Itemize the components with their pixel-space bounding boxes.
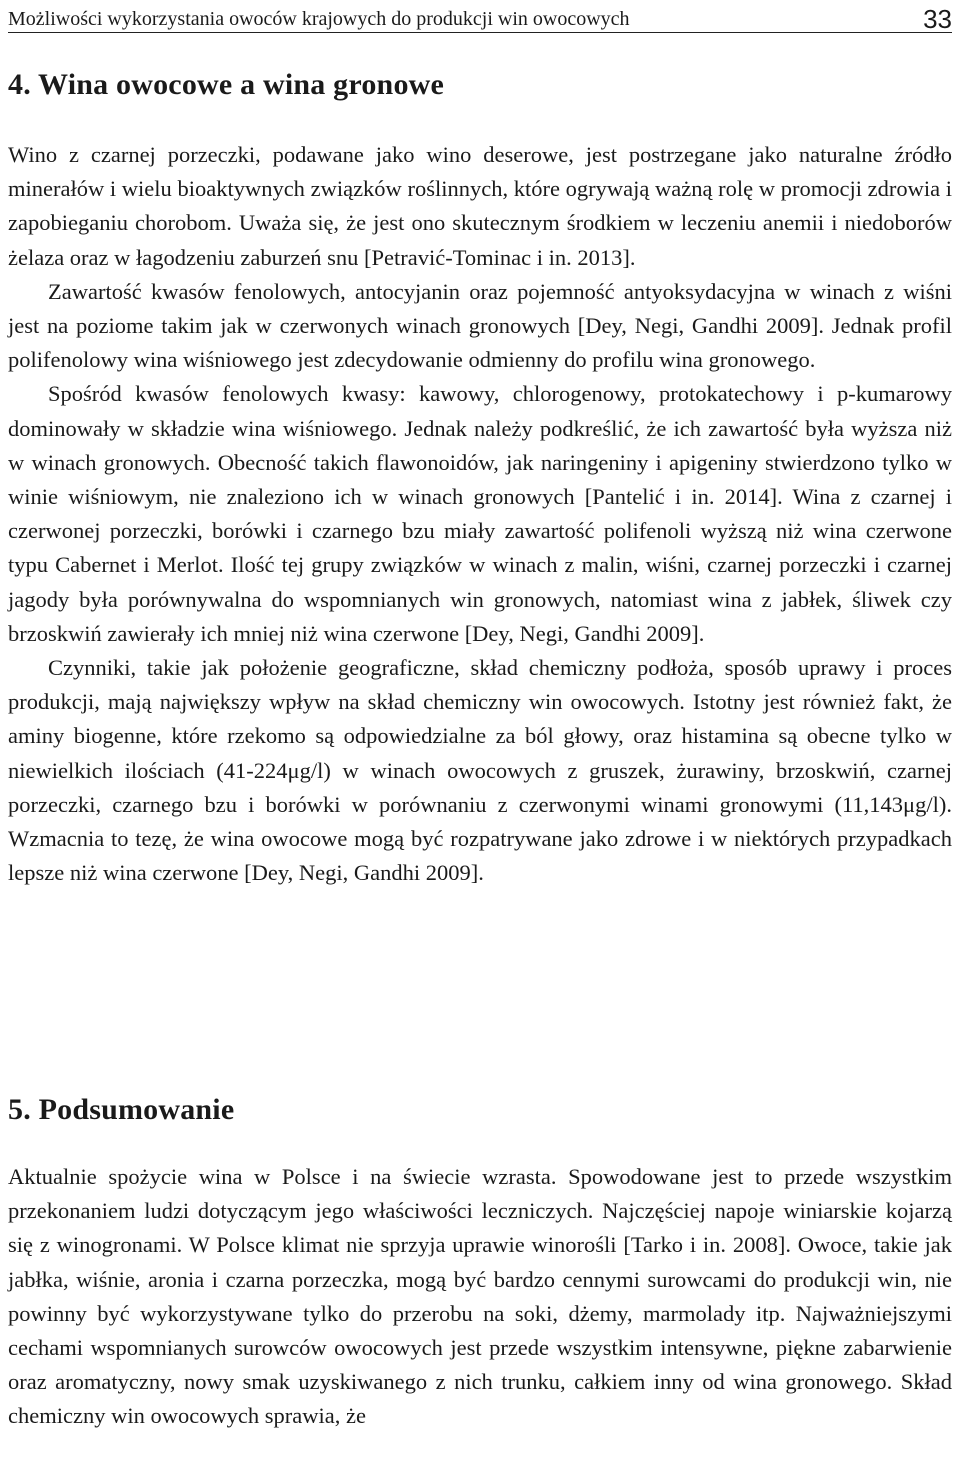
running-header	[8, 4, 952, 33]
section-5-paragraph-1: Aktualnie spożycie wina w Polsce i na świecie wzrasta. Spowodowane jest to przede wszystkim przekonaniem ludzi dotyczącym jego właściwości leczniczych. Najczęściej napoje winiarskie kojarzą się z winogronami. W Polsce klimat nie sprzyja uprawie winorośli [Tarko i in. 2008]. Owoce, takie jak jabłka, wiśnie, aronia i czarna porzeczka, mogą być bardzo cennymi surowcami do produkcji win, nie powinny być wykorzystywane tylko do przerobu na soki, dżemy, marmolady itp. Najważniejszymi cechami wspomnianych surowców owocowych jest przede wszystkim intensywne, piękne zabarwienie oraz aromatyczny, nowy smak uzyskiwanego z nich trunku, całkiem inny od wina gronowego. Skład chemiczny win owocowych sprawia, że	[8, 1164, 952, 1429]
section-4-paragraph-4: Czynniki, takie jak położenie geograficzne, skład chemiczny podłoża, sposób uprawy i proces produkcji, mają największy wpływ na skład chemiczny win owocowych. Istotny jest również fakt, że aminy biogenne, które rzekomo są odpowiedzialne za ból głowy, oraz histamina są obecne tylko w niewielkich ilościach (41-224μg/l) w winach owocowych z gruszek, żurawiny, brzoskwiń, czarnej porzeczki, czarnego bzu i borówki w porównaniu z czerwonymi winami gronowymi (11,143μg/l). Wzmacnia to tezę, że wina owocowe mogą być rozpatrywane jako zdrowe i w niektórych przypadkach lepsze niż wina czerwone [Dey, Negi, Gandhi 2009].	[8, 655, 952, 886]
section-5-heading: 5. Podsumowanie	[8, 1093, 235, 1126]
section-4-body	[8, 138, 952, 890]
section-4-heading: 4. Wina owocowe a wina gronowe	[8, 68, 445, 101]
section-4-paragraph-3: Spośród kwasów fenolowych kwasy: kawowy, chlorogenowy, protokatechowy i p-kumarowy dominowały w składzie wina wiśniowego. Jednak należy podkreślić, że ich zawartość była wyższa niż w winach gronowych. Obecność takich flawonoidów, jak naringeniny i apigeniny stwierdzono tylko w winie wiśniowym, nie znaleziono ich w winach gronowych [Pantelić i in. 2014]. Wina z czarnej i czerwonej porzeczki, borówki i czarnego bzu miały zawartość polifenoli wyższą niż wina czerwone typu Cabernet i Merlot. Ilość tej grupy związków w winach z malin, wiśni, czarnej porzeczki i czarnej jagody była porównywalna do wspomnianych win gronowych, natomiast wina z jabłek, śliwek czy brzoskwiń zawierały ich mniej niż wina czerwone [Dey, Negi, Gandhi 2009].	[8, 381, 952, 646]
section-4-paragraph-2: Zawartość kwasów fenolowych, antocyjanin oraz pojemność antyoksydacyjna w winach z wiśni jest na poziome takim jak w czerwonych winach gronowych [Dey, Negi, Gandhi 2009]. Jednak profil polifenolowy wina wiśniowego jest zdecydowanie odmienny do profilu wina gronowego.	[8, 278, 952, 373]
page-number: 33	[923, 4, 952, 34]
section-4-paragraph-1: Wino z czarnej porzeczki, podawane jako wino deserowe, jest postrzegane jako naturalne źródło minerałów i wielu bioaktywnych związków roślinnych, które ogrywają ważną rolę w promocji zdrowia i zapobieganiu chorobom. Uważa się, że jest ono skutecznym środkiem w leczeniu anemii i niedoborów żelaza oraz w łagodzeniu zaburzeń snu [Petravić-Tominac i in. 2013].	[8, 142, 952, 270]
section-5-body	[8, 1160, 952, 1434]
running-title: Możliwości wykorzystania owoców krajowych do produkcji win owocowych	[8, 8, 630, 30]
